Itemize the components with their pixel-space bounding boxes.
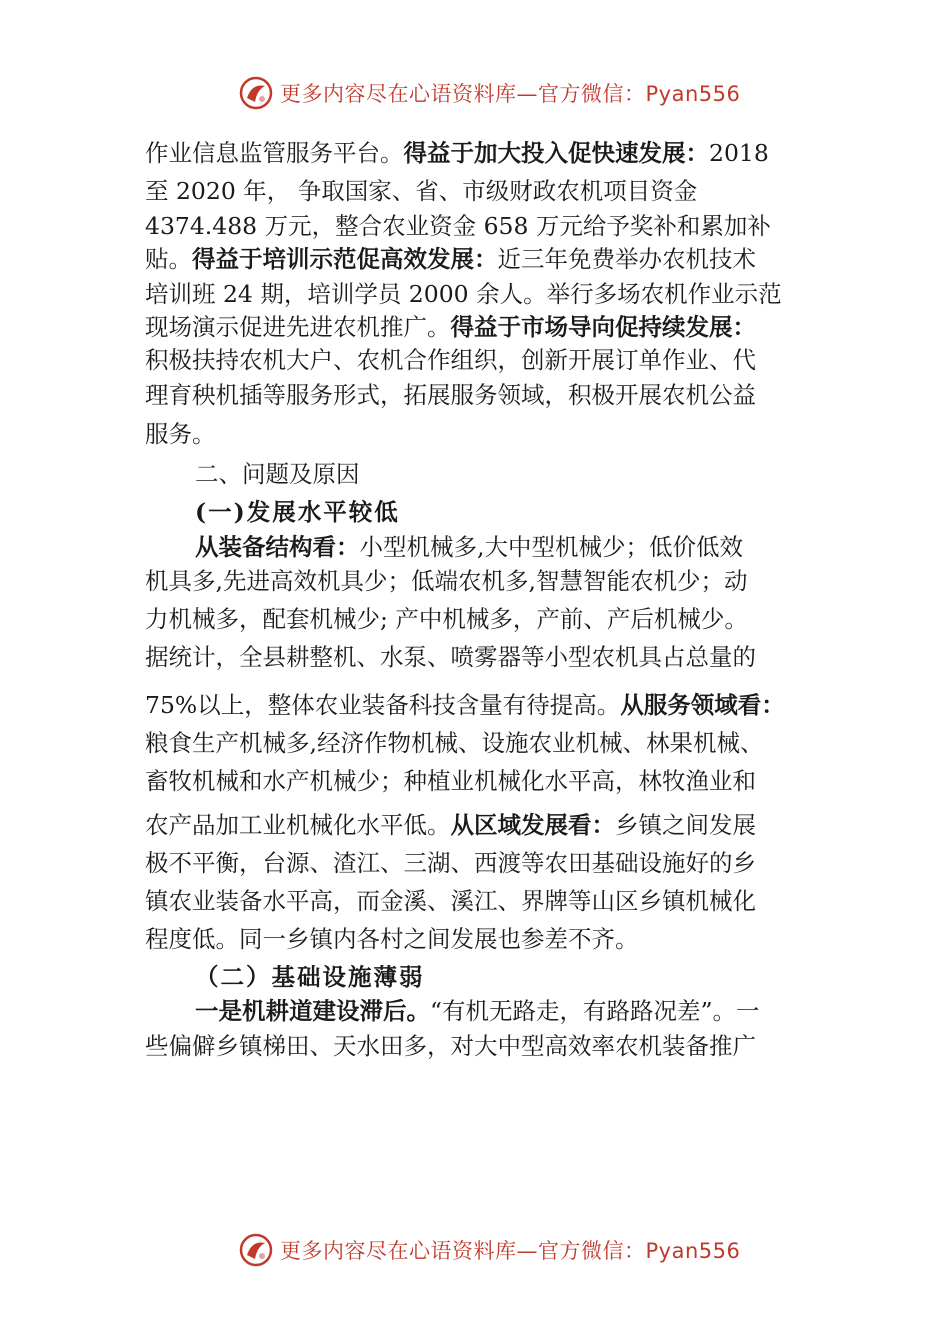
text-line — [195, 997, 760, 1025]
watermark-header — [238, 73, 740, 113]
text-line — [145, 925, 639, 953]
bold-heading-text: 得益于市场导向促持续发展： — [450, 313, 756, 341]
bold-heading-text: 一是机耕道建设滞后。 — [195, 997, 430, 1025]
body-text: 程度低。同一乡镇内各村之间发展也参差不齐。 — [145, 925, 639, 953]
body-text: 至 2020 年， 争取国家、省、市级财政农机项目资金 — [145, 177, 698, 205]
body-text: 理育秧机插等服务形式，拓展服务领域，积极开展农机公益 — [145, 381, 756, 409]
body-text: “有机无路走，有路路况差”。一 — [430, 997, 760, 1025]
text-line — [145, 381, 756, 409]
body-text: (一)发展水平较低 — [195, 498, 400, 526]
watermark-text: 更多内容尽在心语资料库—官方微信：Pyan556 — [280, 82, 741, 106]
body-text: 2018 — [709, 139, 769, 167]
text-line — [145, 1032, 756, 1060]
text-line — [195, 963, 425, 991]
text-line — [145, 245, 756, 273]
text-line — [145, 139, 769, 167]
body-text: 积极扶持农机大户、农机合作组织，创新开展订单作业、代 — [145, 346, 756, 374]
body-text: 作业信息监管服务平台。 — [145, 139, 404, 167]
body-text: 畜牧机械和水产机械少；种植业机械化水平高，林牧渔业和 — [145, 767, 756, 795]
text-line — [145, 420, 216, 448]
text-line — [145, 811, 756, 839]
body-text: 贴。 — [145, 245, 192, 273]
body-text: 极不平衡，台源、渣江、三湖、西渡等农田基础设施好的乡 — [145, 849, 756, 877]
text-line — [195, 498, 400, 526]
text-line — [145, 313, 756, 341]
body-text: 服务。 — [145, 420, 216, 448]
body-text: （二）基础设施薄弱 — [195, 963, 425, 991]
watermark-footer — [238, 1230, 740, 1270]
body-text: 二、问题及原因 — [195, 460, 360, 488]
bold-heading-text: 得益于加大投入促快速发展： — [403, 139, 709, 167]
text-line — [145, 887, 756, 915]
bold-heading-text: 从服务领域看： — [620, 691, 785, 719]
body-text: 镇农业装备水平高，而金溪、溪江、界牌等山区乡镇机械化 — [145, 887, 756, 915]
text-line — [145, 729, 764, 757]
body-text: 据统计，全县耕整机、水泵、喷雾器等小型农机具占总量的 — [145, 643, 756, 671]
text-line — [145, 849, 756, 877]
watermark-text: 更多内容尽在心语资料库—官方微信：Pyan556 — [280, 1239, 741, 1263]
body-text: 小型机械多,大中型机械少；低价低效 — [359, 533, 743, 561]
body-text: 农产品加工业机械化水平低。 — [145, 811, 451, 839]
bold-heading-text: 从装备结构看： — [195, 533, 360, 561]
text-line — [145, 691, 785, 719]
text-line — [145, 567, 748, 595]
text-line — [145, 643, 756, 671]
text-line — [195, 533, 743, 561]
body-text: 力机械多，配套机械少; 产中机械多，产前、产后机械少。 — [145, 605, 748, 633]
text-line — [195, 460, 360, 488]
body-text: 粮食生产机械多,经济作物机械、设施农业机械、林果机械、 — [145, 729, 764, 757]
body-text: 4374.488 万元，整合农业资金 658 万元给予奖补和累加补 — [145, 212, 771, 240]
body-text: 机具多,先进高效机具少；低端农机多,智慧智能农机少；动 — [145, 567, 748, 595]
body-text: 培训班 24 期，培训学员 2000 余人。举行多场农机作业示范 — [145, 280, 782, 308]
body-text: 近三年免费举办农机技术 — [497, 245, 756, 273]
text-line — [145, 212, 771, 240]
body-text: 75%以上，整体农业装备科技含量有待提高。 — [145, 691, 621, 719]
text-line — [145, 767, 756, 795]
watermark-logo-icon — [238, 1232, 274, 1268]
body-text: 些偏僻乡镇梯田、天水田多，对大中型高效率农机装备推广 — [145, 1032, 756, 1060]
bold-heading-text: 从区域发展看： — [450, 811, 615, 839]
bold-heading-text: 得益于培训示范促高效发展： — [192, 245, 498, 273]
body-text: 现场演示促进先进农机推广。 — [145, 313, 451, 341]
watermark-logo-icon — [238, 75, 274, 111]
body-text: 乡镇之间发展 — [615, 811, 756, 839]
text-line — [145, 346, 756, 374]
text-line — [145, 605, 748, 633]
text-line — [145, 280, 782, 308]
text-line — [145, 177, 698, 205]
